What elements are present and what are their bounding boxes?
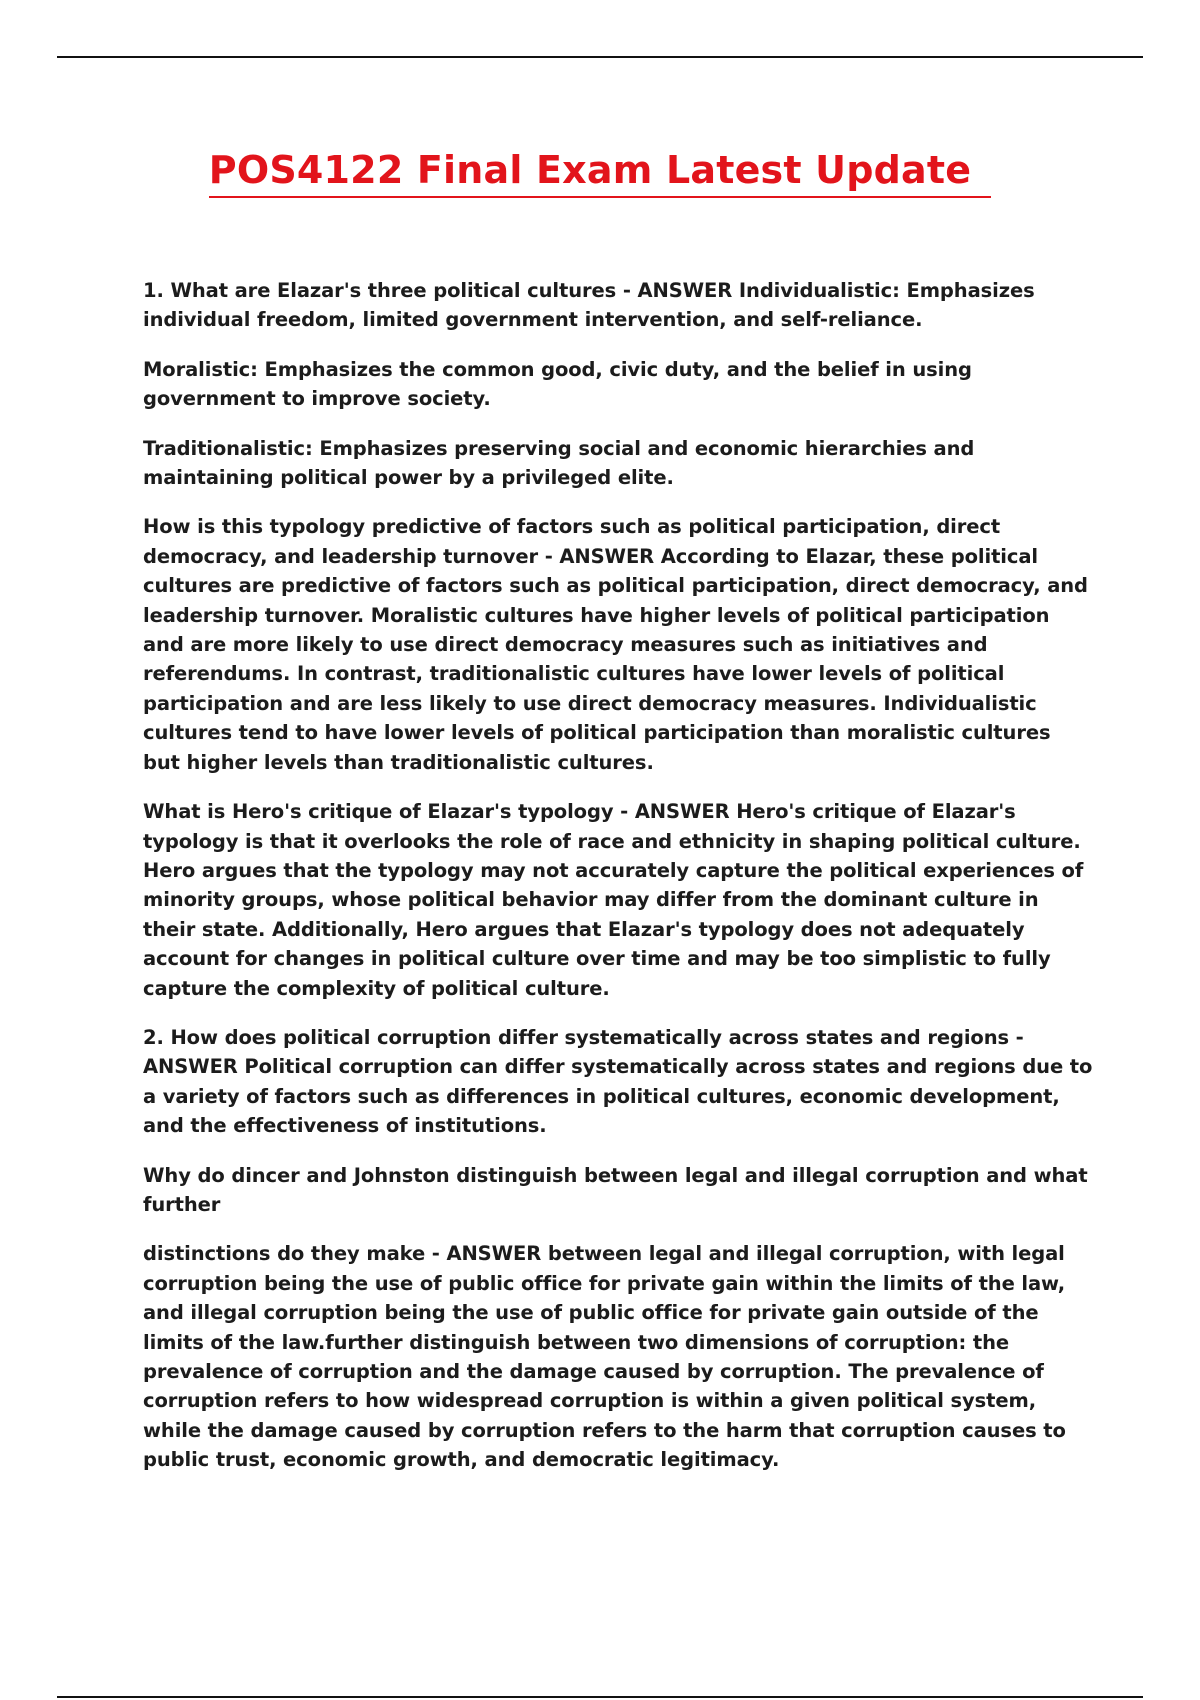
paragraph-q1-individualistic: 1. What are Elazar's three political cultures - ANSWER Individualistic: Emphasizes individual freedom, limited government intervention, and self-reliance. <box>143 279 1035 332</box>
paragraph-moralistic: Moralistic: Emphasizes the common good, civic duty, and the belief in using government to improve society. <box>143 357 972 411</box>
document-body <box>143 276 1093 1495</box>
paragraph-typology-predictive: How is this typology predictive of factors such as political participation, direct democracy, and leadership turnover - ANSWER According to Elazar, these political cultures are predictive of factors such as political participation, direct democracy, and leadership turnover. Moralistic cultures have higher levels of political participation and are more likely to use direct democracy measures such as initiatives and referendums. In contrast, traditionalistic cultures have lower levels of political participation and are less likely to use direct democracy measures. Individualistic cultures tend to have lower levels of political participation than moralistic cultures but higher levels than traditionalistic cultures. <box>143 515 1088 774</box>
paragraph-dincer-johnston-question: Why do dincer and Johnston distinguish between legal and illegal corruption and what further <box>143 1163 1088 1216</box>
document-title: POS4122 Final Exam Latest Update <box>209 146 991 198</box>
bottom-divider <box>57 1696 1143 1698</box>
paragraph-hero-critique: What is Hero's critique of Elazar's typology - ANSWER Hero's critique of Elazar's typology is that it overlooks the role of race and ethnicity in shaping political culture. Hero argues that the typology may not accurately capture the political experiences of minority groups, whose political behavior may differ from the dominant culture in their state. Additionally, Hero argues that Elazar's typology does not adequately account for changes in political culture over time and may be too simplistic to fully capture the complexity of political culture. <box>143 800 1084 1000</box>
top-divider <box>57 56 1143 58</box>
paragraph-q2-corruption: 2. How does political corruption differ systematically across states and regions - ANSWER Political corruption can differ systematically across states and regions due to a variety of factors such as differences in political cultures, economic development, and the effectiveness of institutions. <box>143 1025 1093 1138</box>
title-container <box>0 146 1200 198</box>
paragraph-distinctions-answer: distinctions do they make - ANSWER between legal and illegal corruption, with legal corruption being the use of public office for private gain within the limits of the law, and illegal corruption being the use of public office for private gain outside of the limits of the law.further distinguish between two dimensions of corruption: the prevalence of corruption and the damage caused by corruption. The prevalence of corruption refers to how widespread corruption is within a given political system, while the damage caused by corruption refers to the harm that corruption causes to public trust, economic growth, and democratic legitimacy. <box>143 1242 1066 1472</box>
paragraph-traditionalistic: Traditionalistic: Emphasizes preserving social and economic hierarchies and maintaining political power by a privileged elite. <box>143 436 975 490</box>
